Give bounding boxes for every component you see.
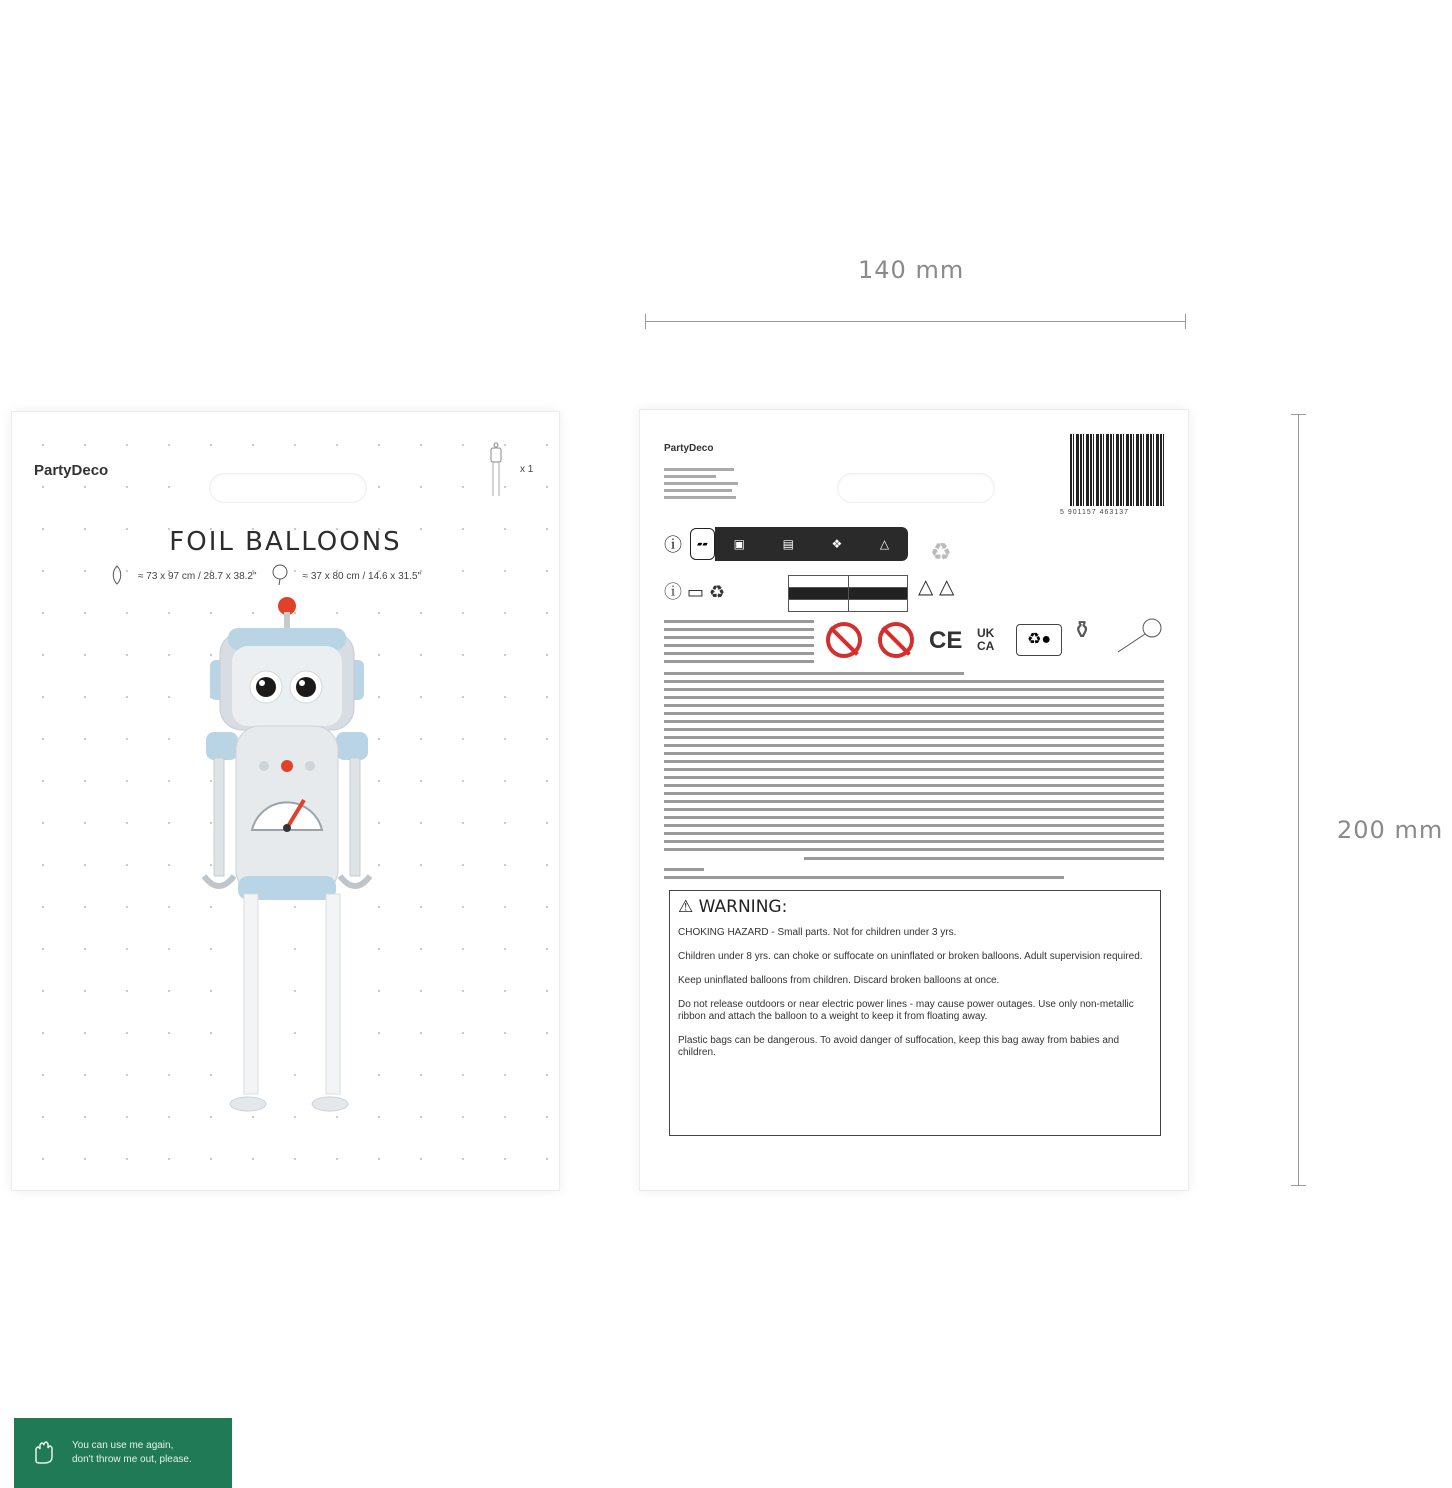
eco-line-1: You can use me again, — [72, 1440, 174, 1451]
height-dimension-label: 200 mm — [1337, 816, 1444, 844]
no-child-icon — [878, 622, 914, 658]
ribbon-icon: ❖ — [831, 537, 843, 551]
disposal-icon: ♻● — [1016, 624, 1062, 656]
ukca-mark-icon: UK CA — [977, 626, 995, 653]
height-dimension-line — [1298, 414, 1299, 1186]
width-dimension-tick-right — [1185, 314, 1186, 329]
manufacturer-text-block — [664, 620, 814, 668]
warning-box — [669, 890, 1161, 1136]
multilingual-warning-text — [664, 672, 1164, 865]
triangle-recycle-icons: △ △ — [918, 576, 955, 598]
size-flat-text: ≈ 73 x 97 cm / 28.7 x 38.2" — [138, 571, 257, 582]
width-dimension-label: 140 mm — [858, 256, 965, 284]
ce-mark-icon: CE — [929, 627, 963, 654]
size-info — [110, 564, 421, 589]
eco-line-2: don't throw me out, please. — [72, 1454, 192, 1465]
robot-balloon-icon — [488, 442, 504, 503]
eco-message-bar — [14, 1418, 232, 1488]
balloon-flat-icon — [110, 565, 124, 588]
width-dimension-tick-left — [645, 314, 646, 329]
warning-paragraph: Children under 8 yrs. can choke or suffocate on uninflated or broken balloons. Adult supervision required. — [678, 951, 1143, 962]
height-dimension-tick-bottom — [1291, 1185, 1306, 1186]
instruction-pictograms — [715, 527, 908, 561]
material-icons: ⓘ ▭ ♻ — [664, 582, 726, 602]
barcode-icon — [1070, 434, 1166, 506]
recycle-icon: ♻ — [930, 539, 952, 566]
balloon-stick-icon — [1114, 616, 1164, 661]
warning-title: ⚠ WARNING: — [678, 897, 788, 917]
barcode-number: 5 901157 463137 — [1060, 509, 1129, 516]
hang-hole — [210, 474, 366, 502]
eco-hand-icon — [30, 1437, 60, 1470]
no-helium-icon — [826, 622, 862, 658]
product-title: FOIL BALLOONS — [169, 527, 402, 557]
robot-balloon-image — [202, 594, 372, 1124]
quantity-label: x 1 — [520, 464, 534, 475]
height-dimension-tick-top — [1291, 414, 1306, 415]
float-icon: △ — [879, 537, 890, 551]
size-inflated-text: ≈ 37 x 80 cm / 14.6 x 31.5" — [302, 571, 422, 582]
caution-text — [664, 868, 1164, 884]
warning-paragraph: CHOKING HAZARD - Small parts. Not for children under 3 yrs. — [678, 927, 957, 938]
package-front — [12, 412, 559, 1465]
brand-logo: PartyDeco — [34, 462, 109, 479]
manufacturer-address — [664, 468, 738, 503]
inflate-icon: ▣ — [733, 537, 745, 551]
instruction-label: ▰▰ — [690, 528, 715, 560]
helium-tank-icon: ⚱ — [1072, 617, 1093, 644]
instruction-info-icon: ⓘ — [664, 535, 682, 555]
hang-hole-back — [838, 474, 994, 502]
balloon-instructions-strip — [664, 527, 908, 561]
warning-paragraph: Plastic bags can be dangerous. To avoid danger of suffocation, keep this bag away from babies and children. — [678, 1035, 1120, 1058]
material-table — [788, 575, 908, 612]
brand-logo-back: PartyDeco — [664, 443, 714, 454]
package-back — [640, 410, 1188, 1190]
balloon-inflated-icon — [271, 564, 289, 589]
width-dimension-line — [645, 321, 1186, 322]
seal-icon: ▤ — [782, 537, 794, 551]
warning-paragraph: Do not release outdoors or near electric power lines - may cause power outages. Use only non-metallic ribbon and attach the balloon to a weight to keep it from floating away. — [678, 999, 1134, 1022]
warning-paragraph: Keep uninflated balloons from children. Discard broken balloons at once. — [678, 975, 1000, 986]
